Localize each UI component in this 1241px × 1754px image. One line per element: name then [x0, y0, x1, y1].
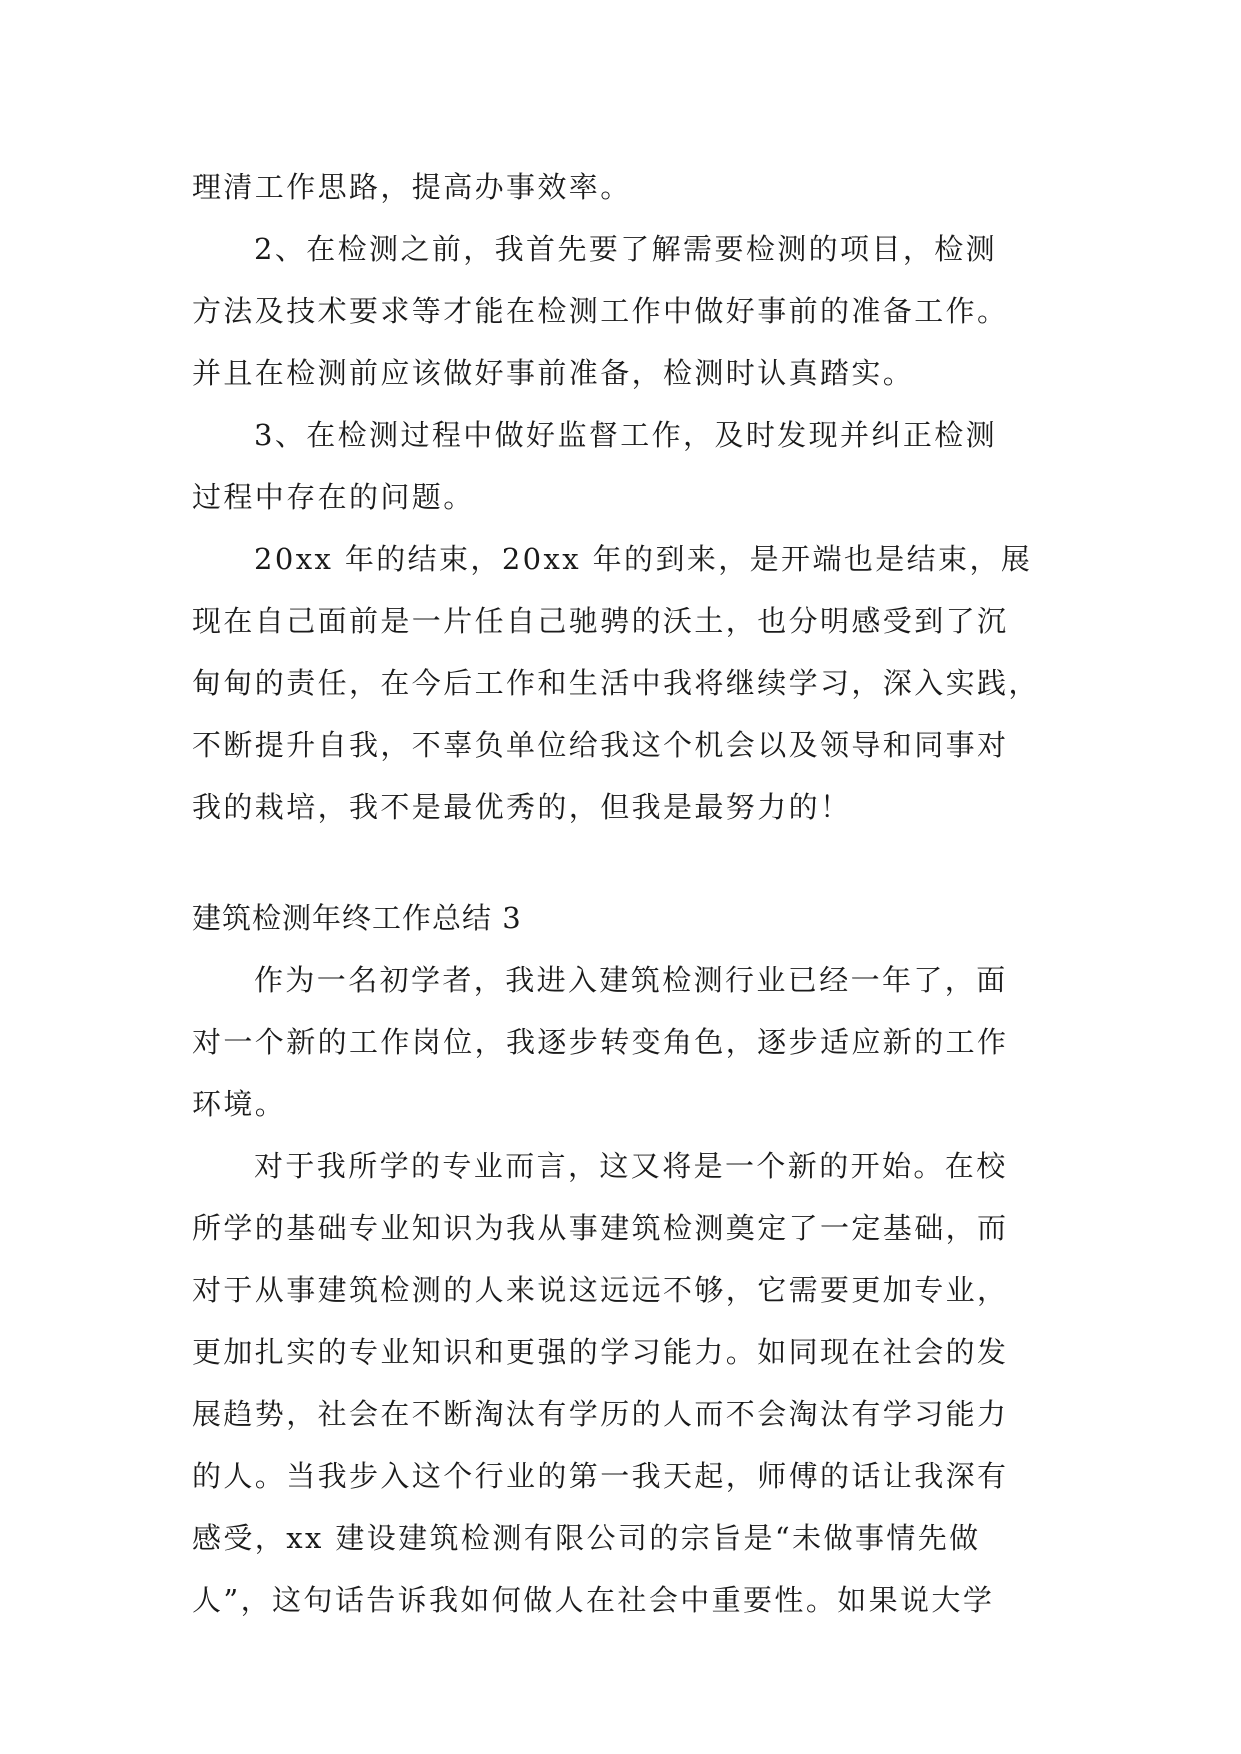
paragraph-line: 我的栽培，我不是最优秀的，但我是最努力的！	[192, 790, 852, 824]
paragraph-line: 并且在检测前应该做好事前准备，检测时认真踏实。	[192, 356, 915, 390]
paragraph-line: 作为一名初学者，我进入建筑检测行业已经一年了，面	[254, 963, 1008, 997]
paragraph-line: 2、在检测之前，我首先要了解需要检测的项目，检测	[254, 232, 998, 266]
paragraph-line: 现在自己面前是一片任自己驰骋的沃土，也分明感受到了沉	[192, 604, 1009, 638]
paragraph-line: 方法及技术要求等才能在检测工作中做好事前的准备工作。	[192, 294, 1009, 328]
paragraph-line: 对一个新的工作岗位，我逐步转变角色，逐步适应新的工作	[192, 1025, 1009, 1059]
paragraph-line: 所学的基础专业知识为我从事建筑检测奠定了一定基础，而	[192, 1211, 1009, 1245]
paragraph-line: 20xx 年的结束，20xx 年的到来，是开端也是结束，展	[254, 542, 1033, 576]
paragraph-line: 理清工作思路，提高办事效率。	[192, 170, 632, 204]
paragraph-line: 的人。当我步入这个行业的第一我天起，师傅的话让我深有	[192, 1459, 1009, 1493]
paragraph-line: 不断提升自我，不辜负单位给我这个机会以及领导和同事对	[192, 728, 1009, 762]
paragraph-line: 环境。	[192, 1087, 287, 1121]
paragraph-line: 对于从事建筑检测的人来说这远远不够，它需要更加专业，	[192, 1273, 1009, 1307]
paragraph-line: 甸甸的责任，在今后工作和生活中我将继续学习，深入实践，	[192, 666, 1040, 700]
section-heading: 建筑检测年终工作总结 3	[192, 901, 522, 935]
paragraph-line: 过程中存在的问题。	[192, 480, 475, 514]
paragraph-line: 3、在检测过程中做好监督工作，及时发现并纠正检测	[254, 418, 998, 452]
paragraph-line: 人”，这句话告诉我如何做人在社会中重要性。如果说大学	[192, 1583, 995, 1617]
paragraph-line: 对于我所学的专业而言，这又将是一个新的开始。在校	[254, 1149, 1008, 1183]
paragraph-line: 展趋势，社会在不断淘汰有学历的人而不会淘汰有学习能力	[192, 1397, 1009, 1431]
paragraph-line: 感受，xx 建设建筑检测有限公司的宗旨是“未做事情先做	[192, 1521, 981, 1555]
paragraph-line: 更加扎实的专业知识和更强的学习能力。如同现在社会的发	[192, 1335, 1009, 1369]
